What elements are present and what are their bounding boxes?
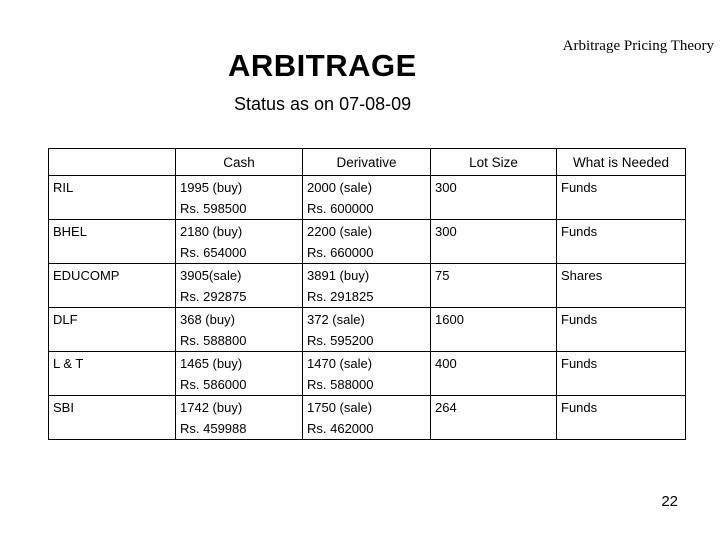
cash-amount: Rs. 292875 (180, 289, 247, 304)
slide-title: ARBITRAGE (228, 48, 417, 83)
derivative-cell (303, 352, 431, 396)
derivative-price: 372 (sale) (307, 312, 365, 327)
cash-cell (176, 264, 303, 308)
needed-cell (557, 264, 686, 308)
table-header-row (49, 149, 686, 176)
header-topic: Arbitrage Pricing Theory (562, 38, 714, 54)
needed-cell (557, 352, 686, 396)
derivative-price: 1470 (sale) (307, 356, 373, 371)
derivative-amount: Rs. 291825 (307, 289, 374, 304)
derivative-amount: Rs. 588000 (307, 377, 374, 392)
needed-cell (557, 220, 686, 264)
column-header-lot-size: Lot Size (431, 149, 557, 176)
lot-size: 300 (435, 224, 457, 239)
cash-amount: Rs. 588800 (180, 333, 247, 348)
what-is-needed: Funds (561, 180, 598, 195)
derivative-amount: Rs. 462000 (307, 421, 374, 436)
column-header-cash: Cash (176, 149, 303, 176)
arbitrage-table (48, 148, 686, 440)
cash-cell (176, 396, 303, 440)
cash-price: 1995 (buy) (180, 180, 243, 195)
cash-price: 1465 (buy) (180, 356, 243, 371)
column-header-stock (49, 149, 176, 176)
what-is-needed: Funds (561, 400, 598, 415)
stock-name: EDUCOMP (53, 268, 120, 283)
stock-cell (49, 308, 176, 352)
lot-size-cell (431, 396, 557, 440)
cash-cell (176, 308, 303, 352)
cash-amount: Rs. 598500 (180, 201, 247, 216)
stock-name: RIL (53, 180, 74, 195)
lot-size: 1600 (435, 312, 464, 327)
lot-size: 264 (435, 400, 457, 415)
lot-size-cell (431, 352, 557, 396)
what-is-needed: Funds (561, 356, 598, 371)
derivative-cell (303, 176, 431, 220)
derivative-price: 3891 (buy) (307, 268, 370, 283)
table-row (49, 396, 686, 440)
lot-size: 400 (435, 356, 457, 371)
derivative-amount: Rs. 600000 (307, 201, 374, 216)
derivative-amount: Rs. 595200 (307, 333, 374, 348)
needed-cell (557, 396, 686, 440)
cash-cell (176, 220, 303, 264)
stock-name: SBI (53, 400, 74, 415)
table-row (49, 176, 686, 220)
table-row (49, 352, 686, 396)
derivative-price: 1750 (sale) (307, 400, 373, 415)
column-header-what-is-needed: What is Needed (557, 149, 686, 176)
lot-size: 300 (435, 180, 457, 195)
stock-name: L & T (53, 356, 84, 371)
stock-name: DLF (53, 312, 78, 327)
derivative-amount: Rs. 660000 (307, 245, 374, 260)
cash-price: 1742 (buy) (180, 400, 243, 415)
lot-size-cell (431, 308, 557, 352)
derivative-cell (303, 308, 431, 352)
derivative-cell (303, 264, 431, 308)
what-is-needed: Funds (561, 224, 598, 239)
stock-name: BHEL (53, 224, 87, 239)
cash-price: 2180 (buy) (180, 224, 243, 239)
slide-subtitle: Status as on 07-08-09 (234, 94, 412, 114)
table-row (49, 308, 686, 352)
cash-price: 3905(sale) (180, 268, 242, 283)
derivative-price: 2200 (sale) (307, 224, 373, 239)
cash-price: 368 (buy) (180, 312, 235, 327)
table-row (49, 220, 686, 264)
stock-cell (49, 176, 176, 220)
page-number: 22 (661, 493, 678, 510)
lot-size-cell (431, 176, 557, 220)
needed-cell (557, 176, 686, 220)
lot-size-cell (431, 264, 557, 308)
what-is-needed: Shares (561, 268, 603, 283)
stock-cell (49, 220, 176, 264)
derivative-cell (303, 396, 431, 440)
lot-size: 75 (435, 268, 450, 283)
cash-amount: Rs. 459988 (180, 421, 247, 436)
lot-size-cell (431, 220, 557, 264)
cash-cell (176, 176, 303, 220)
stock-cell (49, 396, 176, 440)
column-header-derivative: Derivative (303, 149, 431, 176)
cash-amount: Rs. 586000 (180, 377, 247, 392)
what-is-needed: Funds (561, 312, 598, 327)
cash-amount: Rs. 654000 (180, 245, 247, 260)
stock-cell (49, 352, 176, 396)
stock-cell (49, 264, 176, 308)
needed-cell (557, 308, 686, 352)
derivative-price: 2000 (sale) (307, 180, 373, 195)
cash-cell (176, 352, 303, 396)
table-row (49, 264, 686, 308)
derivative-cell (303, 220, 431, 264)
